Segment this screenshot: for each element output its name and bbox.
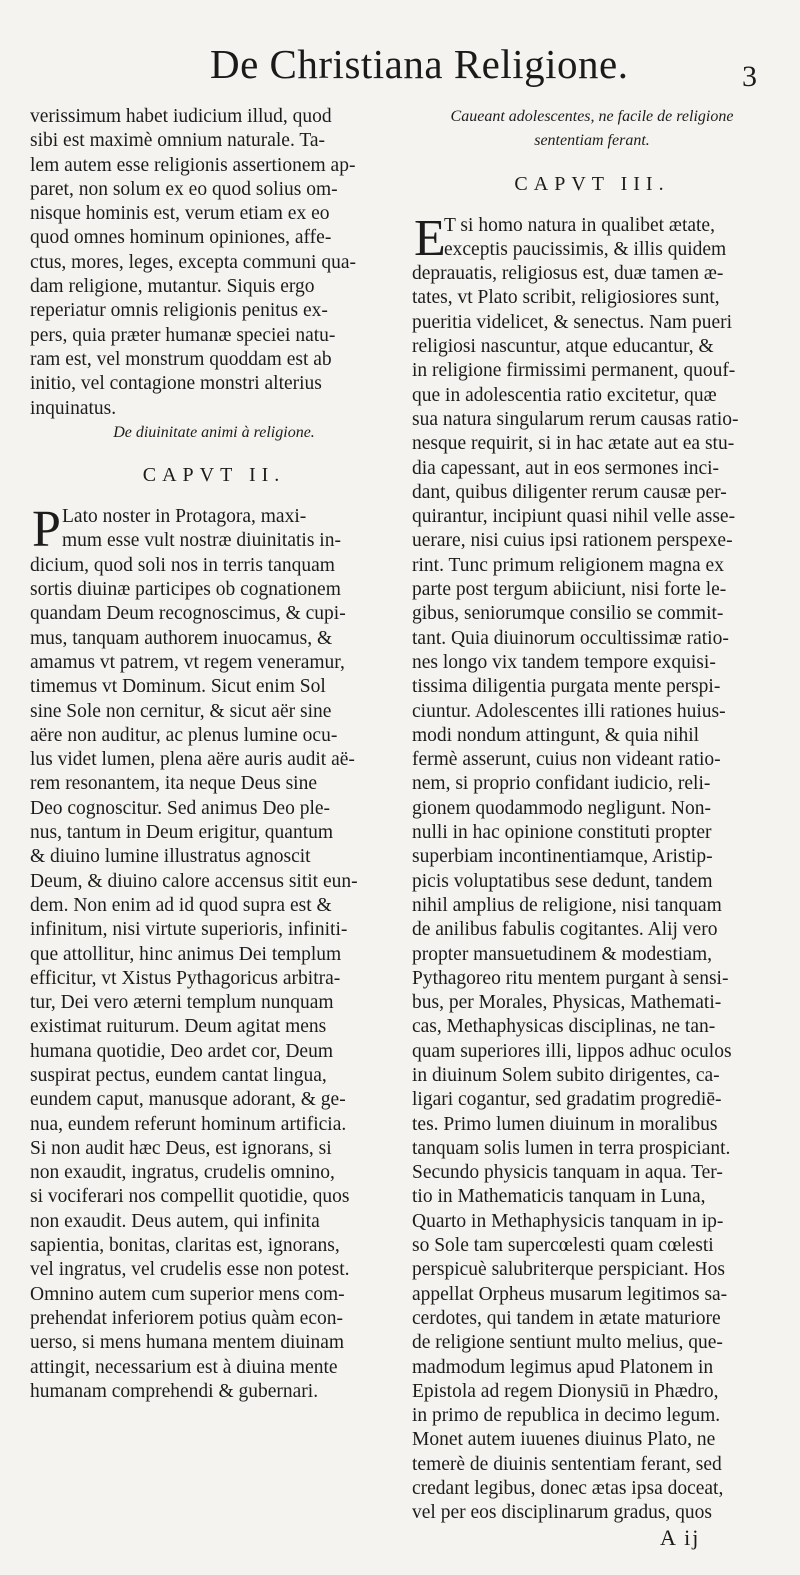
text-line: Omnino autem cum superior mens com- <box>30 1283 345 1305</box>
text-line: Deo cognoscitur. Sed animus Deo ple- <box>30 797 331 819</box>
text-line: nesque requirit, si in hac ætate aut ea stu- <box>412 433 735 455</box>
text-line: prehendat inferiorem potius quàm econ- <box>30 1307 343 1329</box>
text-line: mum esse vult nostræ diuinitatis in- <box>62 530 341 552</box>
text-line: aëre non auditur, ac plenus lumine ocu- <box>30 724 338 746</box>
text-line: ligari cogantur, sed gradatim progrediē- <box>412 1089 722 1111</box>
text-line: reperiatur omnis religionis penitus ex- <box>30 300 328 322</box>
text-line: mus, tanquam authorem inuocamus, & <box>30 627 333 649</box>
text-line: gionem quodammodo negligunt. Non- <box>412 797 711 819</box>
text-line: sapientia, bonitas, claritas est, ignorans, <box>30 1235 340 1257</box>
text-line: nua, eundem referunt hominum artificia. <box>30 1113 347 1135</box>
text-line: pers, quia præter humanæ speciei natu- <box>30 324 336 346</box>
paragraph <box>412 209 772 1526</box>
text-line: que attollitur, hinc animus Dei templum <box>30 943 342 965</box>
text-line: fermè asserunt, cuius non videant ratio- <box>412 749 721 771</box>
text-line: propter mansuetudinem & modestiam, <box>412 943 713 965</box>
text-line: Pythagoreo ritu mentem purgant à sensi- <box>412 967 729 989</box>
chapter-rubric: De diuinitate animi à religione. <box>113 423 315 441</box>
text-line: si vociferari nos compellit quotidie, quos <box>30 1186 350 1208</box>
text-line: sortis diuinæ participes ob cognationem <box>30 579 341 601</box>
text-line: dant, quibus diligenter rerum causæ per- <box>412 481 727 503</box>
text-line: vel per eos disciplinarum gradus, quos <box>412 1502 713 1524</box>
right-column <box>412 105 772 1526</box>
text-line: eundem caput, manusque adorant, & ge- <box>30 1089 346 1111</box>
text-line: timemus vt Dominum. Sicut enim Sol <box>30 676 326 698</box>
text-line: Monet autem iuuenes diuinus Plato, ne <box>412 1429 716 1451</box>
rubric-line: Caueant adolescentes, ne facile de religione <box>450 108 734 125</box>
text-line: infinitum, nisi virtute superioris, infiniti- <box>30 919 348 941</box>
text-line: tissima diligentia purgata mente perspi- <box>412 676 721 698</box>
text-line: tates, vt Plato scribit, religiosiores sunt, <box>412 287 720 309</box>
text-line: tanquam solis lumen in terra prospiciant. <box>412 1137 731 1159</box>
text-line: suspirat pectus, eundem cantat lingua, <box>30 1064 327 1086</box>
text-line: dicium, quod soli nos in terris tanquam <box>30 554 335 576</box>
drop-initial: E <box>414 209 446 267</box>
text-line: religiosi nascuntur, atque educantur, & <box>412 336 714 358</box>
text-line: paret, non solum ex eo quod solius om- <box>30 178 338 200</box>
page-header <box>0 40 800 110</box>
text-line: Si non audit hæc Deus, est ignorans, si <box>30 1137 332 1159</box>
text-line: Quarto in Methaphysicis tanquam in ip- <box>412 1210 724 1232</box>
text-line: Deum, & diuino calore accensus sitit eun- <box>30 870 358 892</box>
text-line: deprauatis, religiosus est, duæ tamen æ- <box>412 263 724 285</box>
text-line: non exaudit, ingratus, crudelis omnino, <box>30 1162 335 1184</box>
text-line: sine Sole non cernitur, & sicut aër sine <box>30 700 332 722</box>
text-line: quirantur, incipiunt quasi nihil velle asse- <box>412 506 736 528</box>
text-line: parte post tergum abiiciunt, nisi forte le- <box>412 579 727 601</box>
text-line: cerdotes, qui tandem in ætate maturiore <box>412 1307 721 1329</box>
chapter-heading: CAPVT III. <box>514 172 670 195</box>
text-line: uerare, nisi cuius ipsi rationem perspexe- <box>412 530 733 552</box>
text-line: nem, si proprio confidant iudicio, reli- <box>412 773 711 795</box>
text-line: que in adolescentia ratio excitetur, quæ <box>412 384 717 406</box>
text-line: rint. Tunc primum religionem magna ex <box>412 554 724 576</box>
text-line: tes. Primo lumen diuinum in moralibus <box>412 1113 718 1135</box>
text-line: & diuino lumine illustratus agnoscit <box>30 846 311 868</box>
text-line: vel ingratus, vel crudelis esse non potest. <box>30 1259 350 1281</box>
text-line: existimat ruiturum. Deum agitat mens <box>30 1016 327 1038</box>
text-line: in primo de republica in decimo legum. <box>412 1405 721 1427</box>
text-line: credant legibus, donec ætas ipsa doceat, <box>412 1478 724 1500</box>
text-line: quod omnes hominum opiniones, affe- <box>30 227 332 249</box>
text-line: de anilibus fabulis cogitantes. Alij vero <box>412 919 718 941</box>
text-line: gibus, seniorumque consilio se commit- <box>412 603 724 625</box>
text-line: sua natura singularum rerum causas ratio- <box>412 408 739 430</box>
text-line: Epistola ad regem Dionysiū in Phædro, <box>412 1380 719 1402</box>
text-line: ctus, mores, leges, excepta communi qua- <box>30 251 356 273</box>
text-line: tant. Quia diuinorum occultissimæ ratio- <box>412 627 729 649</box>
text-line: perspicuè salubriterque perspiciant. Hos <box>412 1259 725 1281</box>
text-line: picis voluptatibus sese dedunt, tandem <box>412 870 713 892</box>
text-line: quandam Deum recognoscimus, & cupi- <box>30 603 346 625</box>
text-line: ciuntur. Adolescentes illi rationes huius- <box>412 700 726 722</box>
text-line: dem. Non enim ad id quod supra est & <box>30 894 332 916</box>
text-line: in diuinum Solem subito dirigentes, ca- <box>412 1064 720 1086</box>
text-line: ram est, vel monstrum quoddam est ab <box>30 348 332 370</box>
chapter-rubric <box>412 105 772 154</box>
text-line: amamus vt patrem, vt regem veneramur, <box>30 651 345 673</box>
text-line: dam religione, mutantur. Siquis ergo <box>30 276 315 298</box>
text-line: modi nondum attingunt, & quia nihil <box>412 724 700 746</box>
text-line: initio, vel contagione monstri alterius <box>30 373 322 395</box>
page-number: 3 <box>742 60 757 93</box>
text-line: nihil amplius de religione, nisi tanquam <box>412 894 722 916</box>
text-line: nes longo vix tandem tempore exquisi- <box>412 651 716 673</box>
text-line: nisque hominis est, verum etiam ex eo <box>30 203 330 225</box>
text-line: Secundo physicis tanquam in aqua. Ter- <box>412 1162 723 1184</box>
text-line: attingit, necessarium est à diuina mente <box>30 1356 338 1378</box>
text-line: dia capessant, aut in eos sermones inci- <box>412 457 720 479</box>
text-line: sibi est maximè omnium naturale. Ta- <box>30 130 326 152</box>
chapter-heading: CAPVT II. <box>142 464 286 487</box>
text-line: temerè de diuinis sententiam ferant, sed <box>412 1453 722 1475</box>
text-line: appellat Orpheus musarum legitimos sa- <box>412 1283 728 1305</box>
text-line: inquinatus. <box>30 397 117 419</box>
text-line: Lato noster in Protagora, maxi- <box>62 506 307 528</box>
text-line: pueritia videlicet, & senectus. Nam pueri <box>412 311 733 333</box>
text-line: superbiam incontinentiamque, Aristip- <box>412 846 713 868</box>
rubric-line: sententiam ferant. <box>534 132 650 150</box>
text-line: lem autem esse religionis assertionem ap- <box>30 154 356 176</box>
paragraph-2 <box>30 501 398 1404</box>
text-line: humana quotidie, Deo ardet cor, Deum <box>30 1040 333 1062</box>
paragraph-1 <box>30 105 398 421</box>
text-line: nulli in hac opinione constituti propter <box>412 822 712 844</box>
drop-initial: P <box>32 501 61 559</box>
text-line: cas, Methaphysicas disciplinas, ne tan- <box>412 1016 716 1038</box>
text-line: rem resonantem, ita neque Deus sine <box>30 773 317 795</box>
text-line: lus videt lumen, plena aëre auris audit aë- <box>30 749 355 771</box>
text-line: verissimum habet iudicium illud, quod <box>30 106 332 127</box>
running-title: De Christiana Religione. <box>210 41 629 87</box>
text-line: non exaudit. Deus autem, qui infinita <box>30 1210 320 1232</box>
text-line: efficitur, vt Xistus Pythagoricus arbitra- <box>30 967 341 989</box>
text-line: de religione sentiunt multo melius, que- <box>412 1332 723 1354</box>
text-line: so Sole tam supercœlesti quam cœlesti <box>412 1235 714 1257</box>
text-line: tur, Dei vero æterni templum nunquam <box>30 992 334 1014</box>
text-line: T si homo natura in qualibet ætate, <box>444 214 715 236</box>
text-line: nus, tantum in Deum erigitur, quantum <box>30 822 334 844</box>
text-line: uerso, si mens humana mentem diuinam <box>30 1332 345 1354</box>
text-line: humanam comprehendi & gubernari. <box>30 1380 319 1402</box>
text-line: tio in Mathematicis tanquam in Luna, <box>412 1186 706 1208</box>
signature-mark: A ij <box>660 1525 701 1550</box>
text-line: madmodum legimus apud Platonem in <box>412 1356 714 1378</box>
text-line: exceptis paucissimis, & illis quidem <box>444 238 727 260</box>
text-line: in religione firmissimi permanent, quouf- <box>412 360 736 382</box>
text-line: quam superiores illi, lippos adhuc oculos <box>412 1040 732 1062</box>
left-column <box>30 105 398 1404</box>
text-line: bus, per Morales, Physicas, Mathemati- <box>412 992 722 1014</box>
